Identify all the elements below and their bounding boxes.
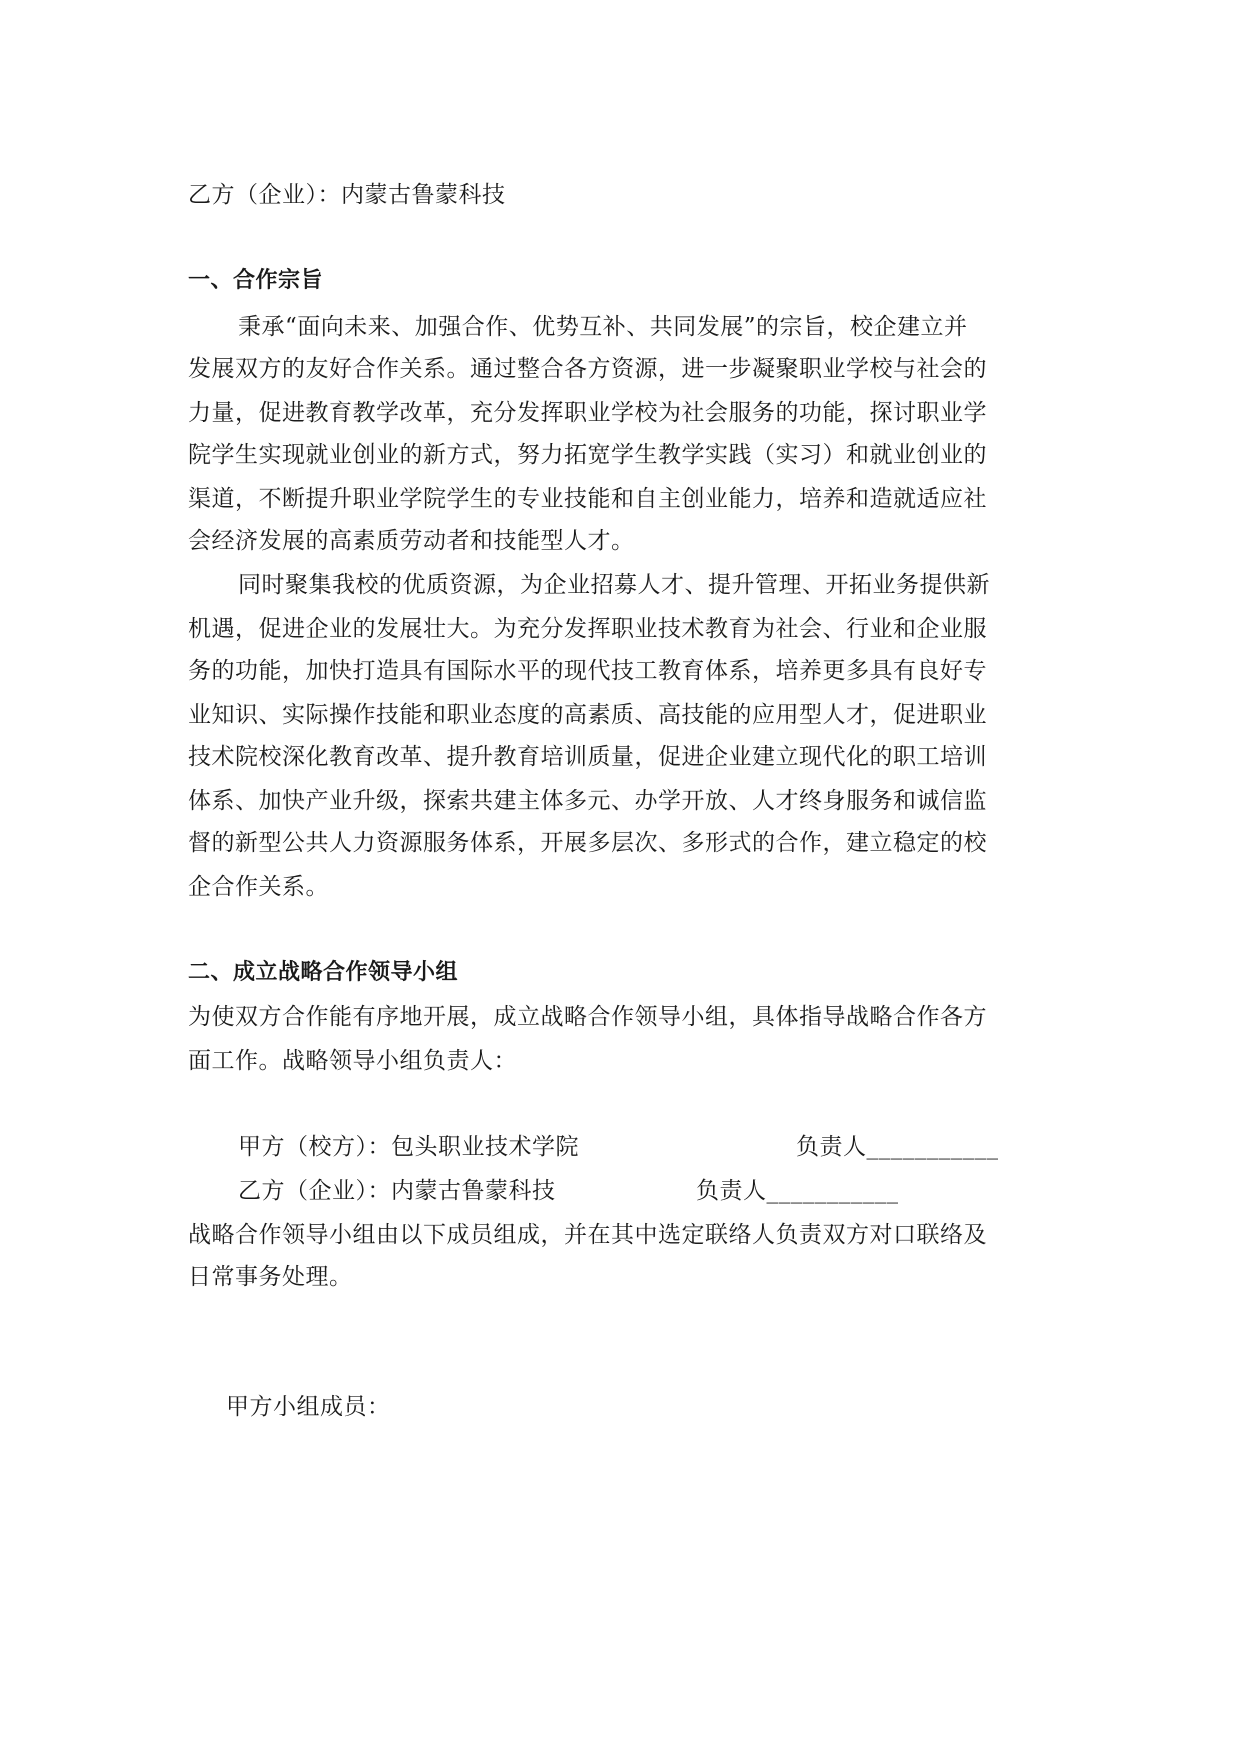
party-a-members-label: 甲方小组成员： [226, 1394, 391, 1420]
section-1-paragraph-2-line: 技术院校深化教育改革、提升教育培训质量，促进企业建立现代化的职工培训 [188, 744, 987, 770]
section-1-paragraph-2-line: 务的功能，加快打造具有国际水平的现代技工教育体系，培养更多具有良好专 [188, 658, 987, 684]
members-description-line: 战略合作领导小组由以下成员组成，并在其中选定联络人负责双方对口联络及 [188, 1222, 987, 1248]
section-1-paragraph-2-line: 企合作关系。 [188, 874, 329, 900]
section-1-paragraph-1-line: 渠道，不断提升职业学院学生的专业技能和自主创业能力，培养和造就适应社 [188, 486, 987, 512]
section-1-paragraph-2-line: 机遇，促进企业的发展壮大。为充分发挥职业技术教育为社会、行业和企业服 [188, 616, 987, 642]
section-1-paragraph-1-line: 发展双方的友好合作关系。通过整合各方资源，进一步凝聚职业学校与社会的 [188, 356, 987, 382]
party-b-owner: 负责人___________ [696, 1178, 899, 1204]
section-2-heading: 二、成立战略合作领导小组 [188, 960, 459, 985]
party-a-name: 甲方（校方）：包头职业技术学院 [238, 1134, 579, 1160]
section-1-heading: 一、合作宗旨 [188, 268, 324, 293]
section-1-paragraph-1-line: 秉承“面向未来、加强合作、优势互补、共同发展”的宗旨，校企建立并 [238, 314, 968, 340]
section-1-paragraph-1-line: 力量，促进教育教学改革，充分发挥职业学校为社会服务的功能，探讨职业学 [188, 400, 987, 426]
party-a-owner: 负责人___________ [796, 1134, 999, 1160]
section-2-intro-line: 为使双方合作能有序地开展，成立战略合作领导小组，具体指导战略合作各方 [188, 1004, 987, 1030]
section-1-paragraph-1-line: 会经济发展的高素质劳动者和技能型人才。 [188, 528, 635, 554]
members-description-line: 日常事务处理。 [188, 1264, 353, 1290]
section-1-paragraph-2-line: 业知识、实际操作技能和职业态度的高素质、高技能的应用型人才，促进职业 [188, 702, 987, 728]
section-2-intro-line: 面工作。战略领导小组负责人： [188, 1048, 517, 1074]
section-1-paragraph-2-line: 体系、加快产业升级，探索共建主体多元、办学开放、人才终身服务和诚信监 [188, 788, 987, 814]
section-1-paragraph-2-line: 督的新型公共人力资源服务体系，开展多层次、多形式的合作，建立稳定的校 [188, 830, 987, 856]
section-1-paragraph-1-line: 院学生实现就业创业的新方式，努力拓宽学生教学实践（实习）和就业创业的 [188, 442, 987, 468]
section-1-paragraph-2-line: 同时聚集我校的优质资源，为企业招募人才、提升管理、开拓业务提供新 [238, 572, 990, 598]
party-b-name: 乙方（企业）：内蒙古鲁蒙科技 [238, 1178, 556, 1204]
party-b-line: 乙方（企业）：内蒙古鲁蒙科技 [188, 182, 506, 208]
